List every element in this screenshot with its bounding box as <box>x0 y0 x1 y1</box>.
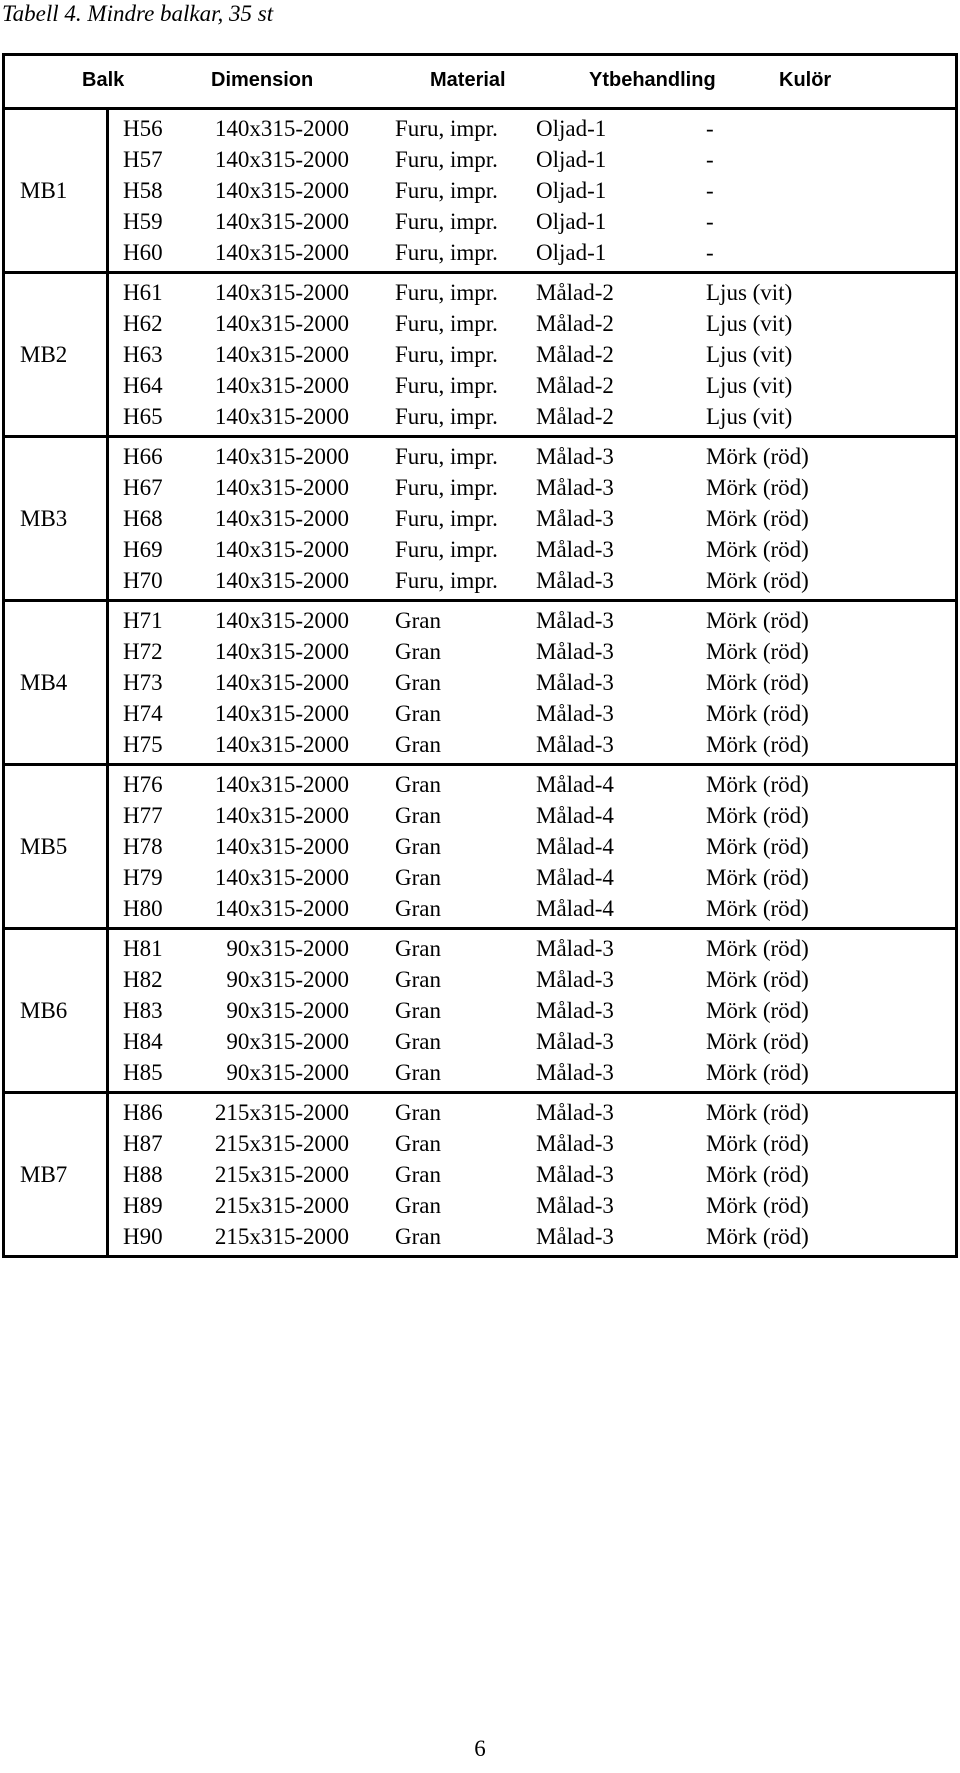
cell-ytbehandling: Målad-3 <box>536 732 614 757</box>
table-row <box>109 534 955 565</box>
cell-dimension: 140x315-2000 <box>214 772 349 797</box>
table-row <box>109 503 955 534</box>
cell-dimension: 140x315-2000 <box>214 116 349 141</box>
cell-dimension: 90x315-2000 <box>226 967 349 992</box>
cell-kulor: Mörk (röd) <box>706 608 809 633</box>
table-row <box>109 144 955 175</box>
cell-material: Furu, impr. <box>395 116 498 141</box>
cell-material: Furu, impr. <box>395 311 498 336</box>
group-rows <box>109 930 955 1091</box>
cell-material: Gran <box>395 1131 441 1156</box>
cell-ytbehandling: Oljad-1 <box>536 116 607 141</box>
cell-ytbehandling: Målad-2 <box>536 280 614 305</box>
cell-dimension: 215x315-2000 <box>214 1193 349 1218</box>
cell-dimension: 140x315-2000 <box>214 834 349 859</box>
cell-kulor: Mörk (röd) <box>706 639 809 664</box>
cell-balk: H76 <box>123 772 163 797</box>
cell-balk: H79 <box>123 865 163 890</box>
cell-material: Furu, impr. <box>395 444 498 469</box>
cell-ytbehandling: Målad-3 <box>536 1100 614 1125</box>
cell-kulor: Ljus (vit) <box>706 280 793 305</box>
cell-dimension: 140x315-2000 <box>214 639 349 664</box>
cell-ytbehandling: Målad-3 <box>536 1162 614 1187</box>
cell-ytbehandling: Målad-3 <box>536 506 614 531</box>
cell-kulor: Mörk (röd) <box>706 865 809 890</box>
cell-ytbehandling: Målad-2 <box>536 373 614 398</box>
cell-dimension: 90x315-2000 <box>226 936 349 961</box>
group-name: MB6 <box>5 930 109 1091</box>
beam-table <box>2 53 958 1258</box>
cell-material: Furu, impr. <box>395 475 498 500</box>
table-row <box>109 1026 955 1057</box>
cell-kulor: - <box>706 116 714 141</box>
cell-balk: H64 <box>123 373 163 398</box>
table-group <box>5 438 955 602</box>
cell-material: Furu, impr. <box>395 373 498 398</box>
cell-balk: H65 <box>123 404 163 429</box>
cell-kulor: Mörk (röd) <box>706 1029 809 1054</box>
cell-dimension: 140x315-2000 <box>214 608 349 633</box>
cell-kulor: Mörk (röd) <box>706 568 809 593</box>
table-header <box>5 56 955 110</box>
cell-material: Gran <box>395 670 441 695</box>
cell-dimension: 140x315-2000 <box>214 732 349 757</box>
cell-balk: H73 <box>123 670 163 695</box>
cell-material: Gran <box>395 1162 441 1187</box>
header-dimension: Dimension <box>211 69 314 91</box>
cell-kulor: Mörk (röd) <box>706 506 809 531</box>
cell-kulor: Mörk (röd) <box>706 475 809 500</box>
cell-ytbehandling: Målad-4 <box>536 865 614 890</box>
cell-ytbehandling: Målad-2 <box>536 311 614 336</box>
cell-balk: H84 <box>123 1029 163 1054</box>
cell-material: Gran <box>395 936 441 961</box>
table-row <box>109 1097 955 1128</box>
cell-dimension: 140x315-2000 <box>214 373 349 398</box>
table-row <box>109 206 955 237</box>
table-row <box>109 862 955 893</box>
cell-material: Gran <box>395 608 441 633</box>
header-ytbehandling: Ytbehandling <box>589 69 716 91</box>
cell-material: Gran <box>395 701 441 726</box>
table-row <box>109 1159 955 1190</box>
table-row <box>109 339 955 370</box>
cell-material: Furu, impr. <box>395 568 498 593</box>
cell-balk: H63 <box>123 342 163 367</box>
header-balk: Balk <box>82 69 125 91</box>
cell-balk: H82 <box>123 967 163 992</box>
cell-ytbehandling: Målad-4 <box>536 803 614 828</box>
cell-dimension: 140x315-2000 <box>214 404 349 429</box>
cell-ytbehandling: Oljad-1 <box>536 209 607 234</box>
cell-balk: H77 <box>123 803 163 828</box>
table-row <box>109 113 955 144</box>
cell-material: Gran <box>395 732 441 757</box>
cell-material: Gran <box>395 1193 441 1218</box>
cell-material: Gran <box>395 834 441 859</box>
cell-balk: H81 <box>123 936 163 961</box>
cell-balk: H71 <box>123 608 163 633</box>
cell-kulor: Mörk (röd) <box>706 772 809 797</box>
cell-kulor: Ljus (vit) <box>706 311 793 336</box>
table-row <box>109 995 955 1026</box>
cell-material: Gran <box>395 1224 441 1249</box>
cell-balk: H87 <box>123 1131 163 1156</box>
table-row <box>109 441 955 472</box>
cell-balk: H86 <box>123 1100 163 1125</box>
cell-dimension: 140x315-2000 <box>214 670 349 695</box>
cell-material: Gran <box>395 772 441 797</box>
cell-ytbehandling: Målad-3 <box>536 998 614 1023</box>
table-group <box>5 274 955 438</box>
cell-balk: H69 <box>123 537 163 562</box>
cell-ytbehandling: Målad-3 <box>536 444 614 469</box>
cell-dimension: 140x315-2000 <box>214 147 349 172</box>
cell-dimension: 90x315-2000 <box>226 1029 349 1054</box>
cell-kulor: Ljus (vit) <box>706 373 793 398</box>
cell-kulor: Mörk (röd) <box>706 1100 809 1125</box>
table-row <box>109 667 955 698</box>
cell-kulor: Mörk (röd) <box>706 936 809 961</box>
cell-ytbehandling: Målad-3 <box>536 1193 614 1218</box>
cell-kulor: Ljus (vit) <box>706 342 793 367</box>
cell-kulor: Mörk (röd) <box>706 1224 809 1249</box>
cell-ytbehandling: Målad-2 <box>536 404 614 429</box>
cell-balk: H58 <box>123 178 163 203</box>
group-rows <box>109 766 955 927</box>
cell-balk: H89 <box>123 1193 163 1218</box>
cell-kulor: Mörk (röd) <box>706 834 809 859</box>
cell-balk: H75 <box>123 732 163 757</box>
cell-kulor: Mörk (röd) <box>706 670 809 695</box>
table-row <box>109 605 955 636</box>
table-row <box>109 277 955 308</box>
table-row <box>109 933 955 964</box>
table-group <box>5 1094 955 1255</box>
cell-dimension: 140x315-2000 <box>214 311 349 336</box>
cell-balk: H62 <box>123 311 163 336</box>
cell-ytbehandling: Oljad-1 <box>536 178 607 203</box>
cell-ytbehandling: Målad-3 <box>536 475 614 500</box>
group-name: MB7 <box>5 1094 109 1255</box>
cell-dimension: 140x315-2000 <box>214 178 349 203</box>
cell-balk: H59 <box>123 209 163 234</box>
cell-kulor: Mörk (röd) <box>706 701 809 726</box>
cell-dimension: 90x315-2000 <box>226 1060 349 1085</box>
cell-kulor: Mörk (röd) <box>706 1131 809 1156</box>
cell-material: Gran <box>395 1060 441 1085</box>
cell-balk: H57 <box>123 147 163 172</box>
cell-dimension: 140x315-2000 <box>214 568 349 593</box>
cell-dimension: 140x315-2000 <box>214 803 349 828</box>
cell-dimension: 140x315-2000 <box>214 506 349 531</box>
cell-ytbehandling: Målad-3 <box>536 1060 614 1085</box>
group-name: MB1 <box>5 110 109 271</box>
table-body <box>5 110 955 1255</box>
cell-balk: H61 <box>123 280 163 305</box>
table-row <box>109 729 955 760</box>
cell-kulor: Mörk (röd) <box>706 732 809 757</box>
table-row <box>109 175 955 206</box>
cell-ytbehandling: Målad-3 <box>536 967 614 992</box>
cell-kulor: Mörk (röd) <box>706 1060 809 1085</box>
cell-dimension: 140x315-2000 <box>214 865 349 890</box>
cell-ytbehandling: Målad-3 <box>536 936 614 961</box>
group-rows <box>109 1094 955 1255</box>
cell-kulor: Mörk (röd) <box>706 967 809 992</box>
cell-kulor: Mörk (röd) <box>706 1162 809 1187</box>
cell-material: Furu, impr. <box>395 537 498 562</box>
table-row <box>109 1190 955 1221</box>
cell-material: Gran <box>395 1029 441 1054</box>
table-row <box>109 1057 955 1088</box>
cell-material: Furu, impr. <box>395 342 498 367</box>
cell-ytbehandling: Målad-3 <box>536 639 614 664</box>
cell-kulor: Ljus (vit) <box>706 404 793 429</box>
cell-ytbehandling: Målad-4 <box>536 896 614 921</box>
cell-ytbehandling: Målad-2 <box>536 342 614 367</box>
cell-dimension: 140x315-2000 <box>214 537 349 562</box>
cell-material: Furu, impr. <box>395 209 498 234</box>
table-row <box>109 308 955 339</box>
cell-balk: H90 <box>123 1224 163 1249</box>
table-row <box>109 472 955 503</box>
cell-material: Furu, impr. <box>395 506 498 531</box>
cell-kulor: Mörk (röd) <box>706 537 809 562</box>
page-number: 6 <box>474 1736 486 1761</box>
group-name: MB4 <box>5 602 109 763</box>
cell-balk: H88 <box>123 1162 163 1187</box>
table-row <box>109 800 955 831</box>
cell-ytbehandling: Målad-3 <box>536 1131 614 1156</box>
group-name: MB2 <box>5 274 109 435</box>
cell-ytbehandling: Målad-4 <box>536 772 614 797</box>
cell-dimension: 140x315-2000 <box>214 896 349 921</box>
cell-ytbehandling: Målad-3 <box>536 670 614 695</box>
cell-ytbehandling: Oljad-1 <box>536 147 607 172</box>
cell-balk: H72 <box>123 639 163 664</box>
cell-balk: H83 <box>123 998 163 1023</box>
cell-dimension: 215x315-2000 <box>214 1162 349 1187</box>
table-caption: Tabell 4. Mindre balkar, 35 st <box>2 1 274 26</box>
cell-material: Gran <box>395 998 441 1023</box>
cell-ytbehandling: Målad-3 <box>536 701 614 726</box>
group-rows <box>109 438 955 599</box>
cell-kulor: Mörk (röd) <box>706 444 809 469</box>
cell-ytbehandling: Målad-3 <box>536 537 614 562</box>
cell-balk: H56 <box>123 116 163 141</box>
cell-ytbehandling: Målad-3 <box>536 608 614 633</box>
cell-kulor: - <box>706 240 714 265</box>
cell-kulor: Mörk (röd) <box>706 998 809 1023</box>
cell-dimension: 215x315-2000 <box>214 1100 349 1125</box>
cell-kulor: Mörk (röd) <box>706 896 809 921</box>
cell-material: Furu, impr. <box>395 404 498 429</box>
table-row <box>109 831 955 862</box>
cell-dimension: 140x315-2000 <box>214 280 349 305</box>
cell-material: Gran <box>395 1100 441 1125</box>
cell-dimension: 140x315-2000 <box>214 701 349 726</box>
cell-material: Furu, impr. <box>395 178 498 203</box>
table-row <box>109 893 955 924</box>
cell-ytbehandling: Målad-4 <box>536 834 614 859</box>
table-group <box>5 766 955 930</box>
cell-ytbehandling: Målad-3 <box>536 568 614 593</box>
table-row <box>109 769 955 800</box>
cell-balk: H60 <box>123 240 163 265</box>
table-row <box>109 237 955 268</box>
cell-dimension: 215x315-2000 <box>214 1224 349 1249</box>
cell-material: Furu, impr. <box>395 280 498 305</box>
table-row <box>109 370 955 401</box>
cell-ytbehandling: Målad-3 <box>536 1224 614 1249</box>
cell-balk: H74 <box>123 701 163 726</box>
cell-dimension: 140x315-2000 <box>214 444 349 469</box>
group-rows <box>109 602 955 763</box>
cell-material: Gran <box>395 803 441 828</box>
cell-material: Gran <box>395 639 441 664</box>
table-group <box>5 930 955 1094</box>
cell-ytbehandling: Målad-3 <box>536 1029 614 1054</box>
cell-kulor: - <box>706 178 714 203</box>
cell-material: Gran <box>395 896 441 921</box>
table-row <box>109 1128 955 1159</box>
cell-dimension: 215x315-2000 <box>214 1131 349 1156</box>
cell-balk: H67 <box>123 475 163 500</box>
cell-dimension: 140x315-2000 <box>214 475 349 500</box>
table-row <box>109 636 955 667</box>
group-name: MB3 <box>5 438 109 599</box>
group-name: MB5 <box>5 766 109 927</box>
table-row <box>109 401 955 432</box>
cell-dimension: 90x315-2000 <box>226 998 349 1023</box>
header-kulor: Kulör <box>779 69 832 91</box>
cell-kulor: - <box>706 209 714 234</box>
cell-balk: H66 <box>123 444 163 469</box>
cell-balk: H80 <box>123 896 163 921</box>
cell-dimension: 140x315-2000 <box>214 240 349 265</box>
cell-material: Gran <box>395 865 441 890</box>
group-rows <box>109 274 955 435</box>
header-material: Material <box>430 69 506 91</box>
table-row <box>109 1221 955 1252</box>
table-group <box>5 602 955 766</box>
table-group <box>5 110 955 274</box>
cell-balk: H70 <box>123 568 163 593</box>
cell-material: Furu, impr. <box>395 147 498 172</box>
table-row <box>109 698 955 729</box>
cell-material: Furu, impr. <box>395 240 498 265</box>
cell-balk: H78 <box>123 834 163 859</box>
cell-dimension: 140x315-2000 <box>214 209 349 234</box>
cell-balk: H68 <box>123 506 163 531</box>
cell-balk: H85 <box>123 1060 163 1085</box>
cell-dimension: 140x315-2000 <box>214 342 349 367</box>
cell-kulor: - <box>706 147 714 172</box>
group-rows <box>109 110 955 271</box>
table-row <box>109 565 955 596</box>
cell-ytbehandling: Oljad-1 <box>536 240 607 265</box>
cell-material: Gran <box>395 967 441 992</box>
cell-kulor: Mörk (röd) <box>706 803 809 828</box>
cell-kulor: Mörk (röd) <box>706 1193 809 1218</box>
table-row <box>109 964 955 995</box>
